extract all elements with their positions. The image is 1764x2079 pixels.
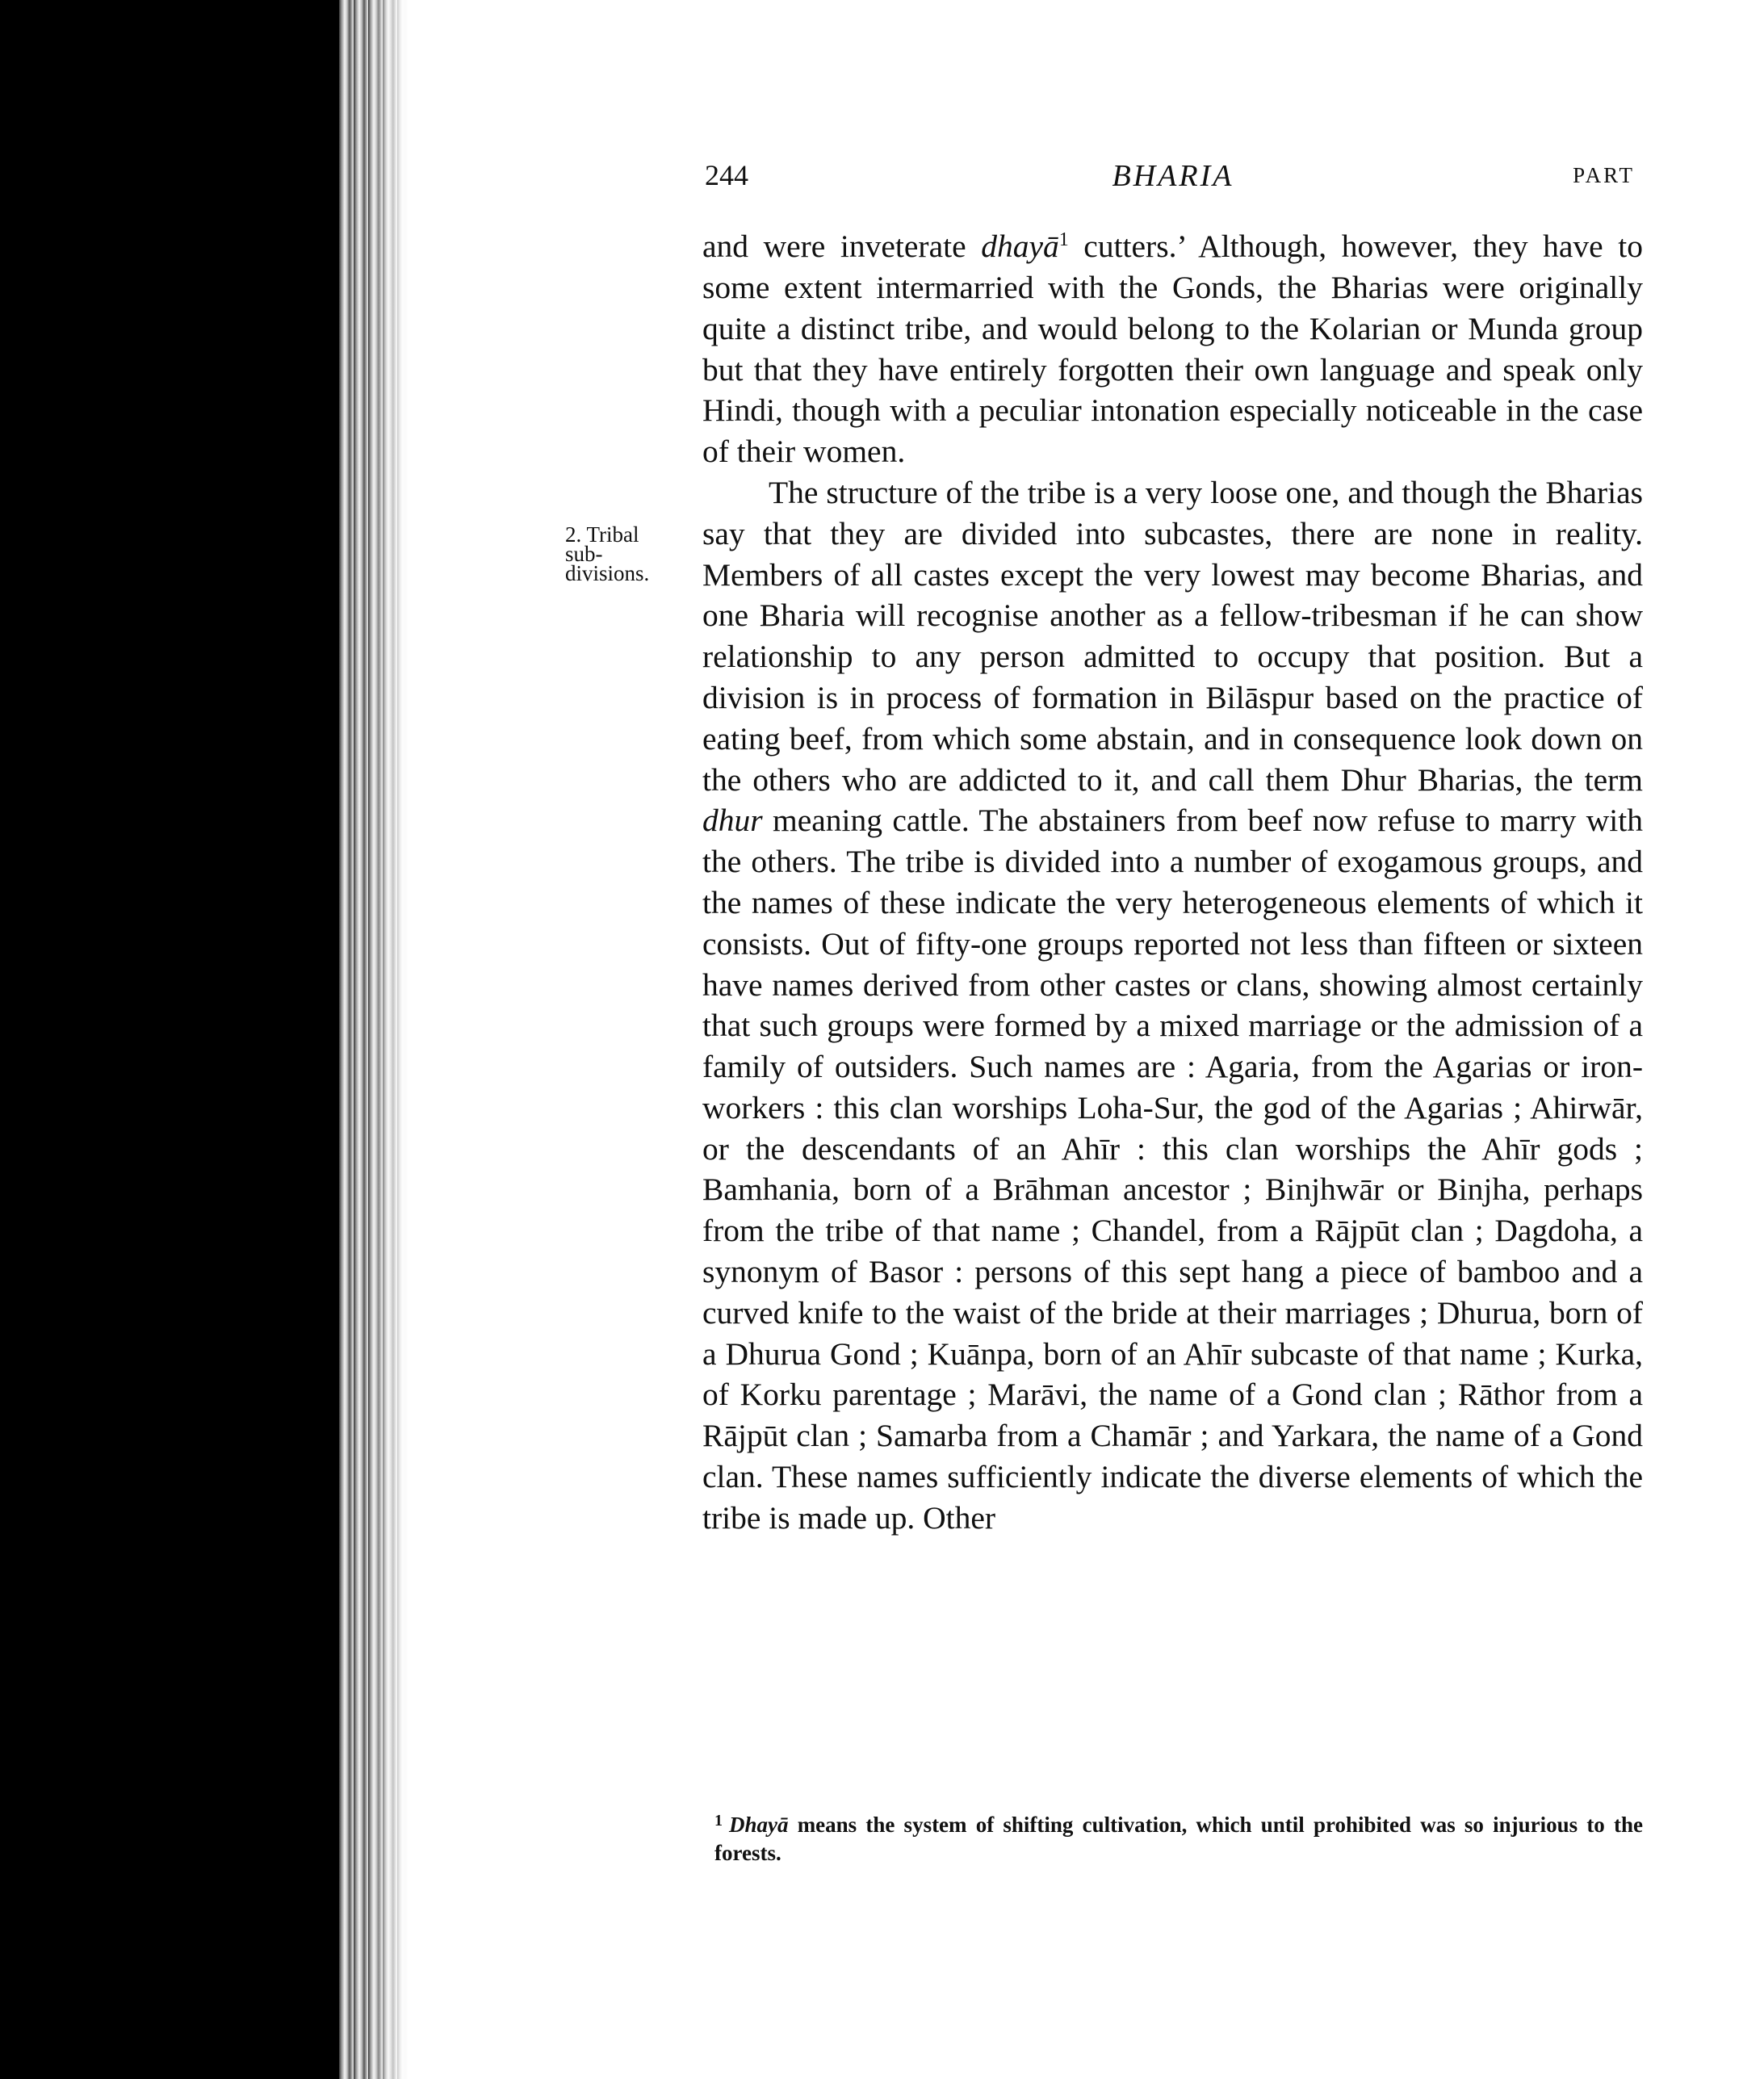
margin-note [565, 522, 670, 585]
footnote-marker: 1 [1058, 229, 1069, 250]
italic-term: dhayā [981, 228, 1059, 265]
paragraph-text: meaning cattle. The abstainers from beef now refuse to marry with the others. The tribe is divided into a number of exogamous groups, and the names of these indicate the very heterogeneous elements of which it consists. Out of fifty-one groups reported not less than fifteen or sixteen have names derived from other castes or clans, showing almost certainly that such groups were formed by a mixed marriage or the admission of a family of outsiders. Such names are : Agaria, from the Agarias or iron-workers : this clan worships Loha-Sur, the god of the Agarias ; Ahirwār, or the descendants of an Ahīr : this clan worships the Ahīr gods ; Bamhania, born of a Brāhman ancestor ; Binjhwār or Binjha, perhaps from the tribe of that name ; Chandel, from a Rājpūt clan ; Dagdoha, a synonym of Basor : persons of this sept hang a piece of bamboo and a curved knife to the waist of the bride at their marriages ; Dhurua, born of a Dhurua Gond ; Kuānpa, born of an Ahīr subcaste of that name ; Kurka, of Korku parentage ; Marāvi, the name of a Gond clan ; Rāthor from a Rājpūt clan ; Samarba from a Chamār ; and Yarkara, the name of a Gond clan. These names sufficiently indicate the diverse elements of which the tribe is made up. Other [702, 803, 1643, 1536]
running-header [705, 158, 1641, 199]
part-label: PART [1573, 163, 1635, 187]
margin-note-line: 2. Tribal [565, 522, 639, 547]
footnote-number: 1 [714, 1812, 723, 1830]
gutter-shadow-fade [367, 0, 408, 2079]
italic-term: dhur [702, 803, 763, 839]
margin-note-line: sub- [565, 542, 603, 566]
footnote-term: Dhayā [729, 1813, 789, 1837]
paragraph-continuation [702, 220, 1643, 472]
margin-note-line: divisions. [565, 561, 650, 585]
scan-black-margin [0, 0, 339, 2079]
paragraph-text: cutters.’ Although, however, they have to some extent intermarried with the Gonds, the Bharias were originally quite a distinct tribe, and would belong to the Kolarian or Munda group but that they have entirely forgotten their own language and speak only Hindi, though with a peculiar intonation especially noticeable in the case of their women. [702, 228, 1644, 470]
running-title: BHARIA [1112, 159, 1234, 193]
body-text [702, 220, 1643, 1539]
footnote-text: means the system of shifting cultivation, which until prohibited was so injurious to the forests. [714, 1813, 1643, 1865]
paragraph-text: The structure of the tribe is a very loose one, and though the Bharias say that they are divided into subcastes, there are none in reality. Members of all castes except the very lowest may become Bharias, and one Bharia will recognise another as a fellow-tribesman if he can show relationship to any person admitted to occupy that position. But a division is in process of formation in Bilāspur based on the practice of eating beef, from which some abstain, and in consequence look down on the others who are addicted to it, and call them Dhur Bharias, the term [702, 474, 1643, 798]
paragraph-text: and were inveterate [702, 228, 982, 265]
paragraph-tribal-subdivisions [702, 472, 1643, 1539]
footnote [714, 1807, 1643, 1867]
page-number: 244 [705, 159, 748, 191]
